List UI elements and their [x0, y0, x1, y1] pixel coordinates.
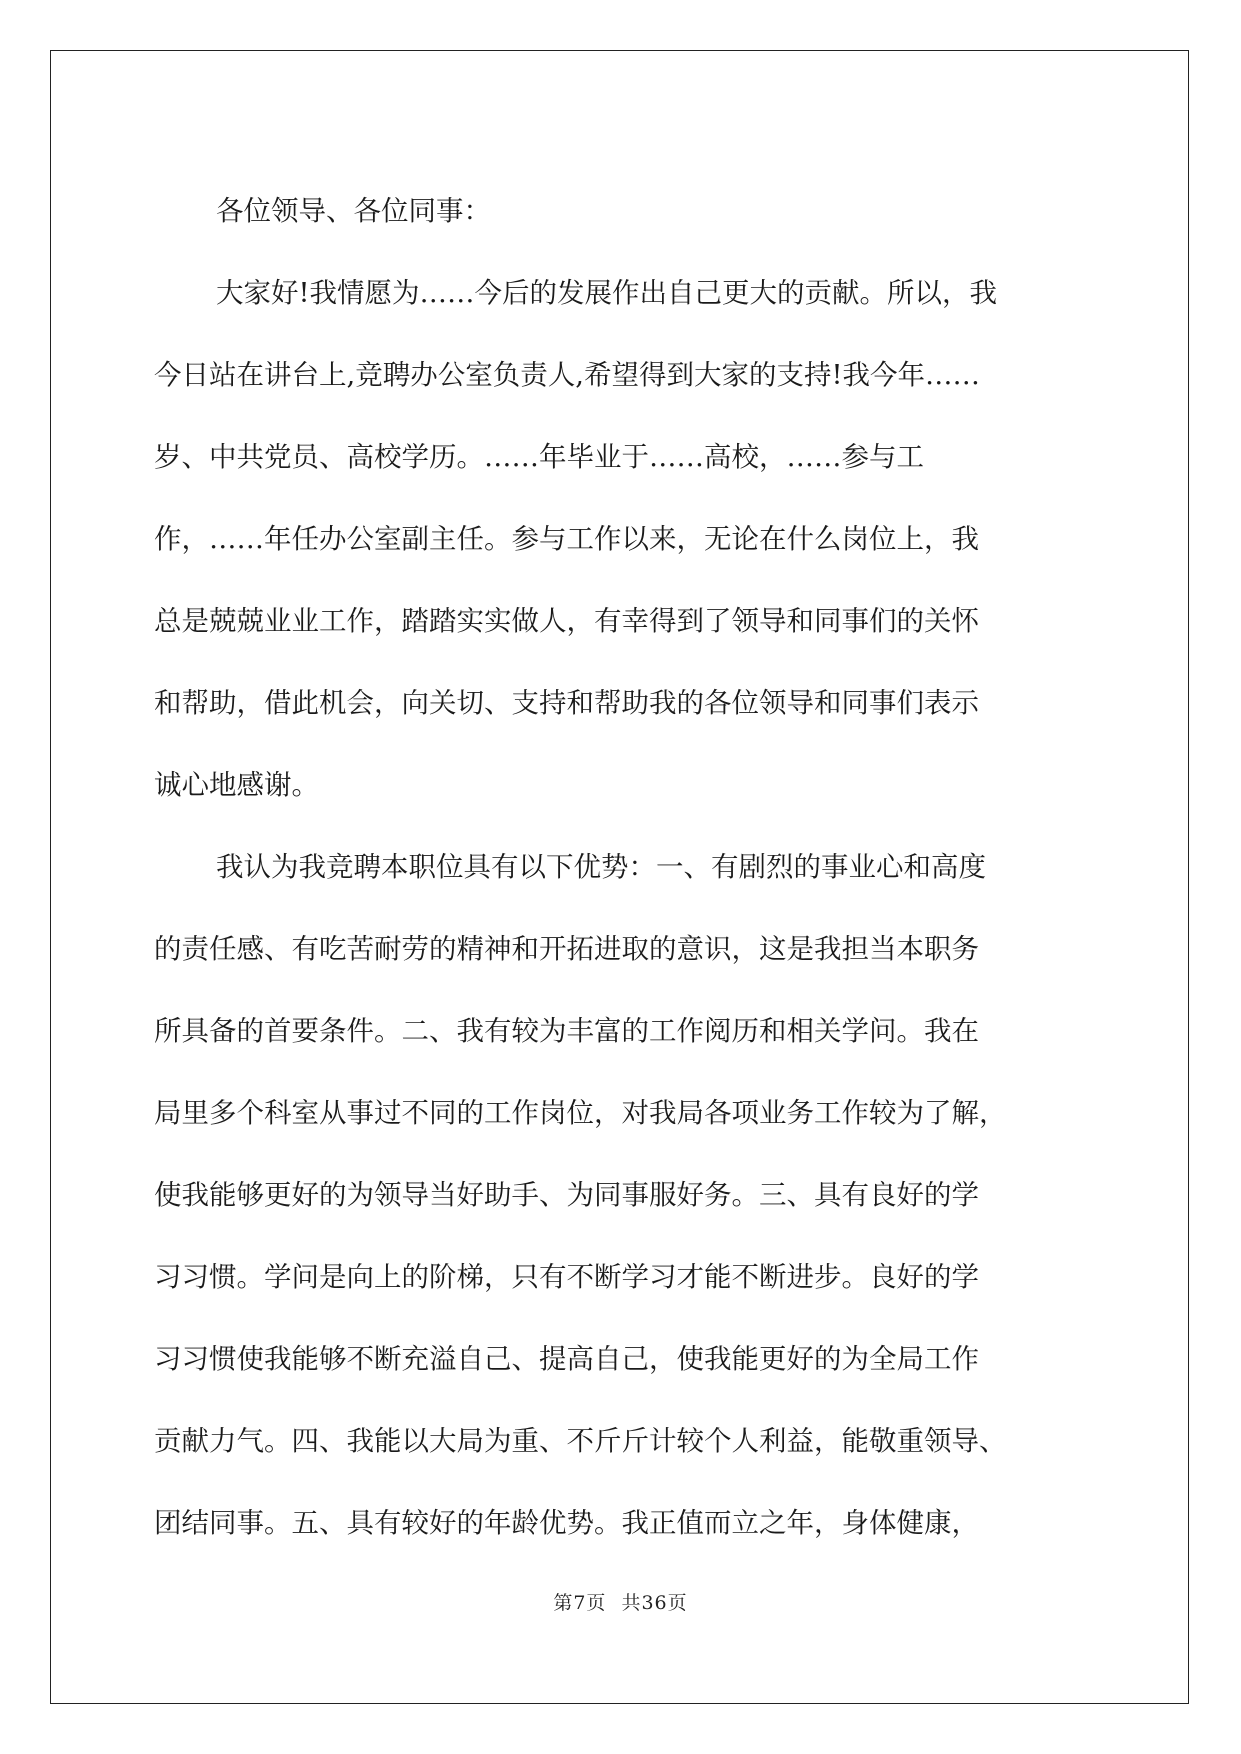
text-line: 今日站在讲台上,竞聘办公室负责人,希望得到大家的支持!我今年……	[154, 359, 981, 391]
text-line: 我认为我竞聘本职位具有以下优势：一、有剧烈的事业心和高度	[216, 851, 986, 883]
text-line: 和帮助，借此机会，向关切、支持和帮助我的各位领导和同事们表示	[154, 687, 979, 719]
text-line: 岁、中共党员、高校学历。……年毕业于……高校，……参与工	[154, 441, 924, 473]
text-line: 的责任感、有吃苦耐劳的精神和开拓进取的意识，这是我担当本职务	[154, 933, 979, 965]
text-line: 贡献力气。四、我能以大局为重、不斤斤计较个人利益，能敬重领导、	[154, 1425, 1007, 1457]
paragraph-advantages	[154, 826, 1099, 1564]
text-line: 局里多个科室从事过不同的工作岗位，对我局各项业务工作较为了解，	[154, 1097, 1007, 1129]
page-number-current: 第7页	[553, 1592, 607, 1614]
paragraph-introduction	[154, 252, 1099, 826]
page-number-total: 共36页	[621, 1592, 688, 1614]
paragraph-greeting	[154, 170, 1099, 252]
text-line: 大家好!我情愿为……今后的发展作出自己更大的贡献。所以，我	[216, 277, 998, 309]
text-line: 习习惯使我能够不断充溢自己、提高自己，使我能更好的为全局工作	[154, 1343, 979, 1375]
document-body	[154, 170, 1099, 1564]
text-line: 团结同事。五、具有较好的年龄优势。我正值而立之年，身体健康，	[154, 1507, 979, 1539]
text-line: 诚心地感谢。	[154, 769, 319, 801]
text-line: 习习惯。学问是向上的阶梯，只有不断学习才能不断进步。良好的学	[154, 1261, 979, 1293]
text-line: 总是兢兢业业工作，踏踏实实做人，有幸得到了领导和同事们的关怀	[154, 605, 979, 637]
text-line: 所具备的首要条件。二、我有较为丰富的工作阅历和相关学问。我在	[154, 1015, 979, 1047]
page-footer	[0, 1588, 1241, 1615]
text-line: 作，……年任办公室副主任。参与工作以来，无论在什么岗位上，我	[154, 523, 979, 555]
text-line: 使我能够更好的为领导当好助手、为同事服好务。三、具有良好的学	[154, 1179, 979, 1211]
text-line: 各位领导、各位同事：	[216, 195, 491, 227]
